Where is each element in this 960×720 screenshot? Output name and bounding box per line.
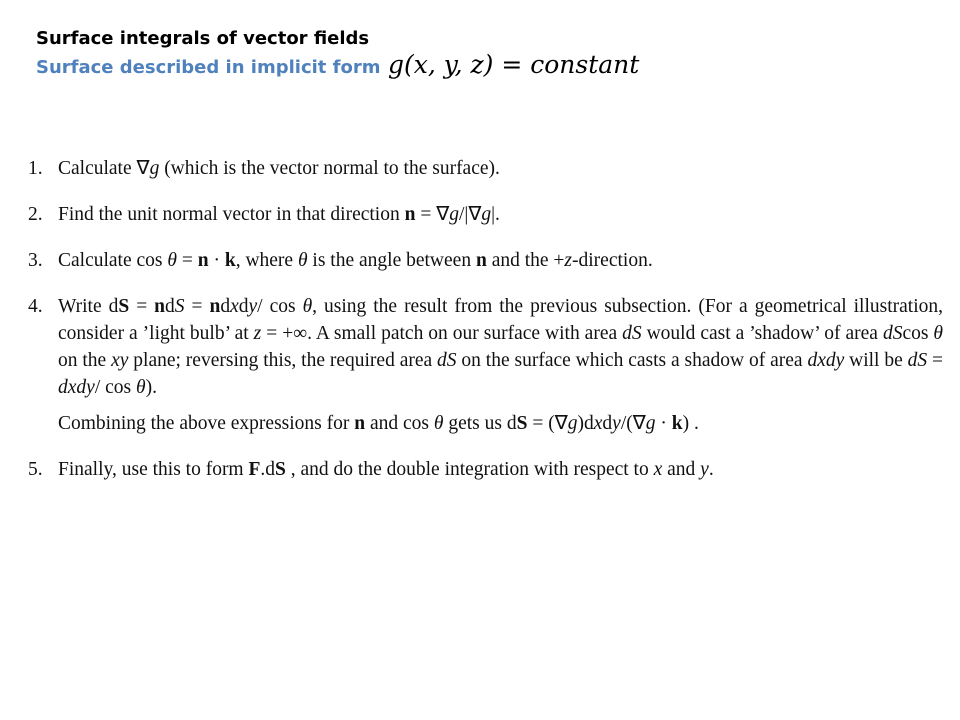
slide-title: Surface integrals of vector fields xyxy=(36,28,370,49)
equation-rhs: constant xyxy=(530,50,640,79)
step-5 xyxy=(28,456,943,483)
step-text: Calculate cos θ = n · k, where θ is the angle between n and the +z-direction. xyxy=(58,250,653,271)
equation-arguments: (x, y, z) xyxy=(404,50,494,79)
procedure-steps xyxy=(28,155,943,502)
equation-function: g xyxy=(388,50,405,79)
step-number: 1. xyxy=(28,158,43,179)
step-number: 2. xyxy=(28,204,43,225)
step-number: 5. xyxy=(28,459,43,480)
step-number: 3. xyxy=(28,250,43,271)
equation-equals: = xyxy=(493,50,531,79)
step-2 xyxy=(28,201,943,228)
implicit-form-equation xyxy=(388,50,639,79)
step-4 xyxy=(28,293,943,437)
step-combine-text: Combining the above expressions for n and cos θ gets us dS = (∇g)dxdy/(∇g · k) . xyxy=(58,413,699,434)
step-text: Find the unit normal vector in that direction n = ∇g/|∇g|. xyxy=(58,204,500,225)
step-1 xyxy=(28,155,943,182)
step-text: Write dS = ndS = ndxdy/ cos θ, using the result from the previous subsection. (For a geometrical illustration, consider a ’light bulb’ at z = +∞. A small patch on our surface with area dS would cast a ’shadow’ of area dScos θ on the xy plane; reversing this, the required area dS on the surface which casts a shadow of area dxdy will be dS = dxdy/ cos θ). xyxy=(58,296,944,398)
step-number: 4. xyxy=(28,296,43,317)
slide-subtitle: Surface described in implicit form xyxy=(36,57,381,78)
step-3 xyxy=(28,247,943,274)
step-text: Calculate ∇g (which is the vector normal to the surface). xyxy=(58,158,500,179)
step-text: Finally, use this to form F.dS , and do the double integration with respect to x and y. xyxy=(58,459,714,480)
